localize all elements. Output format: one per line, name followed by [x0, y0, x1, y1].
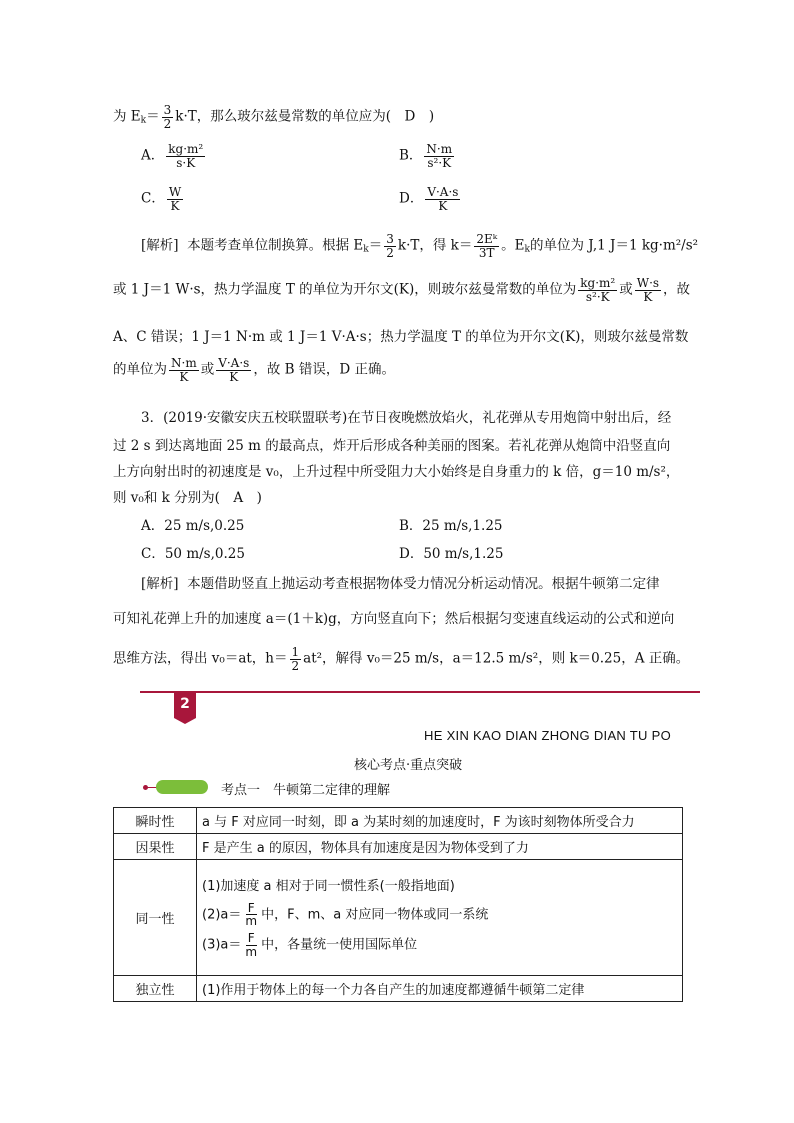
table-row-head: 因果性	[114, 834, 197, 860]
q2-option-a: A． $\frac{\text{kg·m²}}{s\cdot K}$	[141, 142, 204, 170]
q2-stem: 为 $E_k=$ $\frac{3}{2}$ k·T，那么玻尔兹曼常数的单位应为( D )	[113, 103, 435, 131]
q3-stem-line2: 过 2 s 到达离地面 25 m 的最高点，炸开后形成各种美丽的图案。若礼花弹从炮筒中沿竖直向	[113, 438, 671, 454]
q2-option-c: C． $\frac{W}{K}$	[141, 185, 182, 213]
section-pinyin: HE XIN KAO DIAN ZHONG DIAN TU PO	[424, 728, 672, 743]
q3-option-d: D．50 m/s,1.25	[399, 546, 504, 562]
q2-explanation-line2: 或 1 J＝1 W·s，热力学温度 T 的单位为开尔文(K)，则玻尔兹曼常数的单位为 $\frac{\text{kg·m²}}{\text{s²·K}}$ 或 $\frac{W\cdot s}{K}$ ，故	[113, 276, 691, 304]
topic-heading: 考点一 牛顿第二定律的理解	[221, 783, 391, 798]
table-row-text: (1)加速度 a 相对于同一惯性系(一般指地面) (2)a＝ $\frac{F}{m}$ 中，F、m、a 对应同一物体或同一系统 (3)a＝ $\frac{F}{m}$ 中，各量统一使用国际单位	[197, 860, 683, 976]
q3-explanation-line3: 思维方法，得出 v₀＝at，h＝ $\frac{1}{2}$ at²，解得 v₀＝25 m/s，a＝12.5 m/s²，则 k＝0.25，A 正确。	[113, 645, 690, 673]
table-row-text: a 与 F 对应同一时刻，即 a 为某时刻的加速度时，F 为该时刻物体所受合力	[197, 808, 683, 834]
q3-stem-line3: 上方向射出时的初速度是 v₀，上升过程中所受阻力大小始终是自身重力的 k 倍，g＝10 m/s²，	[113, 464, 680, 480]
section-number-badge: 2	[174, 692, 196, 718]
q3-stem-line4: 则 v₀和 k 分别为( A )	[113, 490, 262, 506]
explanation-tag: [解析]	[141, 237, 179, 254]
table-row	[114, 834, 683, 860]
table-row-head: 同一性	[114, 860, 197, 976]
q3-option-c: C．50 m/s,0.25	[141, 546, 245, 562]
q3-option-b: B．25 m/s,1.25	[399, 518, 503, 534]
q2-explanation-line3: A、C 错误；1 J＝1 N·m 或 1 J＝1 V·A·s；热力学温度 T 的单位为开尔文(K)，则玻尔兹曼常数	[113, 329, 689, 345]
q3-explanation-line1: [解析] 本题借助竖直上抛运动考查根据物体受力情况分析运动情况。根据牛顿第二定律	[141, 576, 660, 592]
topic-marker-dot	[143, 785, 148, 790]
section-title: 核心考点·重点突破	[354, 758, 463, 773]
explanation-tag: [解析]	[141, 576, 179, 592]
table-row-text: (1)作用于物体上的每一个力各自产生的加速度都遵循牛顿第二定律	[197, 976, 683, 1002]
q3-option-a: A．25 m/s,0.25	[141, 518, 245, 534]
q3-explanation-line2: 可知礼花弹上升的加速度 a＝(1＋k)g，方向竖直向下；然后根据匀变速直线运动的公式和逆向	[113, 611, 675, 627]
q2-explanation-line1: [解析] 本题考查单位制换算。根据 $E_k=$ $\frac{3}{2}$ k·T，得 k＝ $\frac{\text{2Eᵏ}}{3T}$ 。$E_k$的单位为 J,1 J＝1 kg·m²/s²	[141, 232, 699, 260]
table-row-head: 瞬时性	[114, 808, 197, 834]
table-row-head: 独立性	[114, 976, 197, 1002]
fraction: $\frac{3}{2}$	[163, 103, 172, 131]
table-row	[114, 808, 683, 834]
section-divider	[140, 691, 700, 693]
table-row	[114, 860, 683, 976]
table-row-text: F 是产生 a 的原因，物体具有加速度是因为物体受到了力	[197, 834, 683, 860]
q2-option-d: D． $\frac{V\cdot A\cdot s}{K}$	[399, 185, 459, 213]
table-row	[114, 976, 683, 1002]
q2-option-b: B． $\frac{N\cdot m}{\text{s²·K}}$	[399, 142, 453, 170]
q2-explanation-line4: 的单位为 $\frac{N\cdot m}{K}$ 或 $\frac{V\cdot A\cdot s}{K}$ ，故 B 错误，D 正确。	[113, 356, 395, 384]
q3-stem-line1: 3．(2019·安徽安庆五校联盟联考)在节日夜晚燃放焰火，礼花弹从专用炮筒中射出后，经	[141, 410, 672, 426]
newton-second-law-table	[113, 807, 683, 1002]
topic-marker-pill	[156, 780, 208, 794]
